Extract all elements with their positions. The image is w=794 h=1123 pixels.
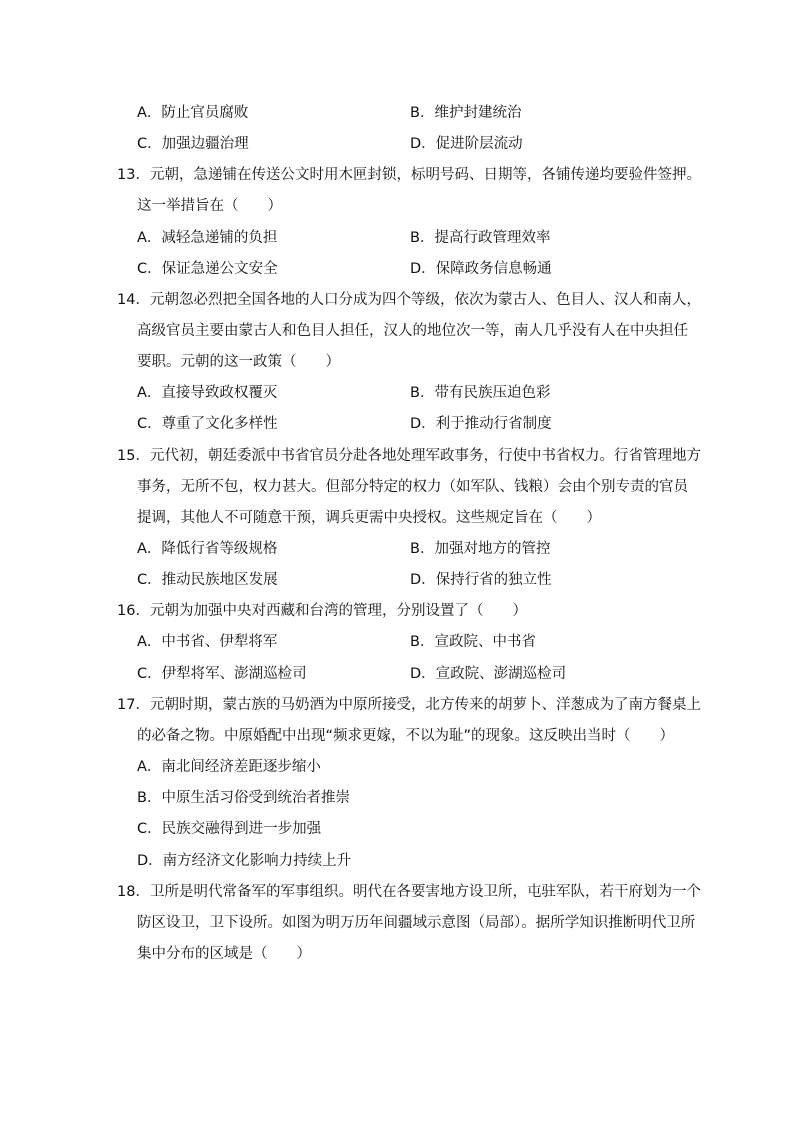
q13-option-b: B．提高行政管理效率 [410,230,551,246]
q12-option-b: B．维护封建统治 [410,105,522,121]
q18-stem-line-3: 集中分布的区域是（ ） [137,946,311,962]
q15-stem-line-1: 15．元代初，朝廷委派中书省官员分赴各地处理军政事务，行使中书省权力。行省管理地方 [117,448,701,464]
q15-option-a: A．降低行省等级规格 [137,541,278,557]
q12-option-d: D．促进阶层流动 [410,136,523,152]
q15-stem-line-3: 提调，其他人不可随意干预，调兵更需中央授权。这些规定旨在（ ） [137,510,601,526]
q16-option-d: D．宣政院、澎湖巡检司 [410,666,567,682]
q14-option-c: C．尊重了文化多样性 [137,416,278,432]
q14-option-b: B．带有民族压迫色彩 [410,385,551,401]
q17-option-a: A．南北间经济差距逐步缩小 [137,759,321,775]
q15-option-d: D．保持行省的独立性 [410,572,552,588]
q14-stem-line-3: 要职。元朝的这一政策（ ） [137,354,340,370]
q13-option-a: A．减轻急递铺的负担 [137,230,278,246]
q13-stem-line-1: 13．元朝，急递铺在传送公文时用木匣封锁，标明号码、日期等，各铺传递均要验件签押。 [117,167,701,183]
q15-stem-line-2: 事务，无所不包，权力甚大。但部分特定的权力（如军队、钱粮）会由个别专责的官员 [137,479,688,495]
q17-option-d: D．南方经济文化影响力持续上升 [137,853,352,869]
q17-stem-line-2: 的必备之物。中原婚配中出现“频求更嫁，不以为耻”的现象。这反映出当时（ ） [137,728,675,744]
q14-stem-line-2: 高级官员主要由蒙古人和色目人担任，汉人的地位次一等，南人几乎没有人在中央担任 [137,323,688,339]
q17-option-c: C．民族交融得到进一步加强 [137,821,322,837]
q18-stem-line-2: 防区设卫，卫下设所。如图为明万历年间疆域示意图（局部）。据所学知识推断明代卫所 [137,915,696,931]
q12-option-c: C．加强边疆治理 [137,136,249,152]
q16-option-a: A．中书省、伊犁将军 [137,634,278,650]
q14-stem-line-1: 14．元朝忽必烈把全国各地的人口分成为四个等级，依次为蒙古人、色目人、汉人和南人， [117,292,701,308]
q18-stem-line-1: 18．卫所是明代常备军的军事组织。明代在各要害地方设卫所，屯驻军队，若干府划为一个 [117,884,701,900]
q16-option-b: B．宣政院、中书省 [410,634,536,650]
q13-option-c: C．保证急递公文安全 [137,261,278,277]
q13-stem-line-2: 这一举措旨在（ ） [137,198,282,214]
q13-option-d: D．保障政务信息畅通 [410,261,552,277]
q16-stem-line-1: 16．元朝为加强中央对西藏和台湾的管理，分别设置了（ ） [117,603,527,619]
q14-option-a: A．直接导致政权覆灭 [137,385,278,401]
q16-option-c: C．伊犁将军、澎湖巡检司 [137,666,307,682]
q17-stem-line-1: 17．元朝时期，蒙古族的马奶酒为中原所接受，北方传来的胡萝卜、洋葱成为了南方餐桌上 [117,697,701,713]
q17-option-b: B．中原生活习俗受到统治者推崇 [137,790,350,806]
q15-option-c: C．推动民族地区发展 [137,572,278,588]
q14-option-d: D．利于推动行省制度 [410,416,552,432]
q12-option-a: A．防止官员腐败 [137,105,249,121]
q15-option-b: B．加强对地方的管控 [410,541,551,557]
